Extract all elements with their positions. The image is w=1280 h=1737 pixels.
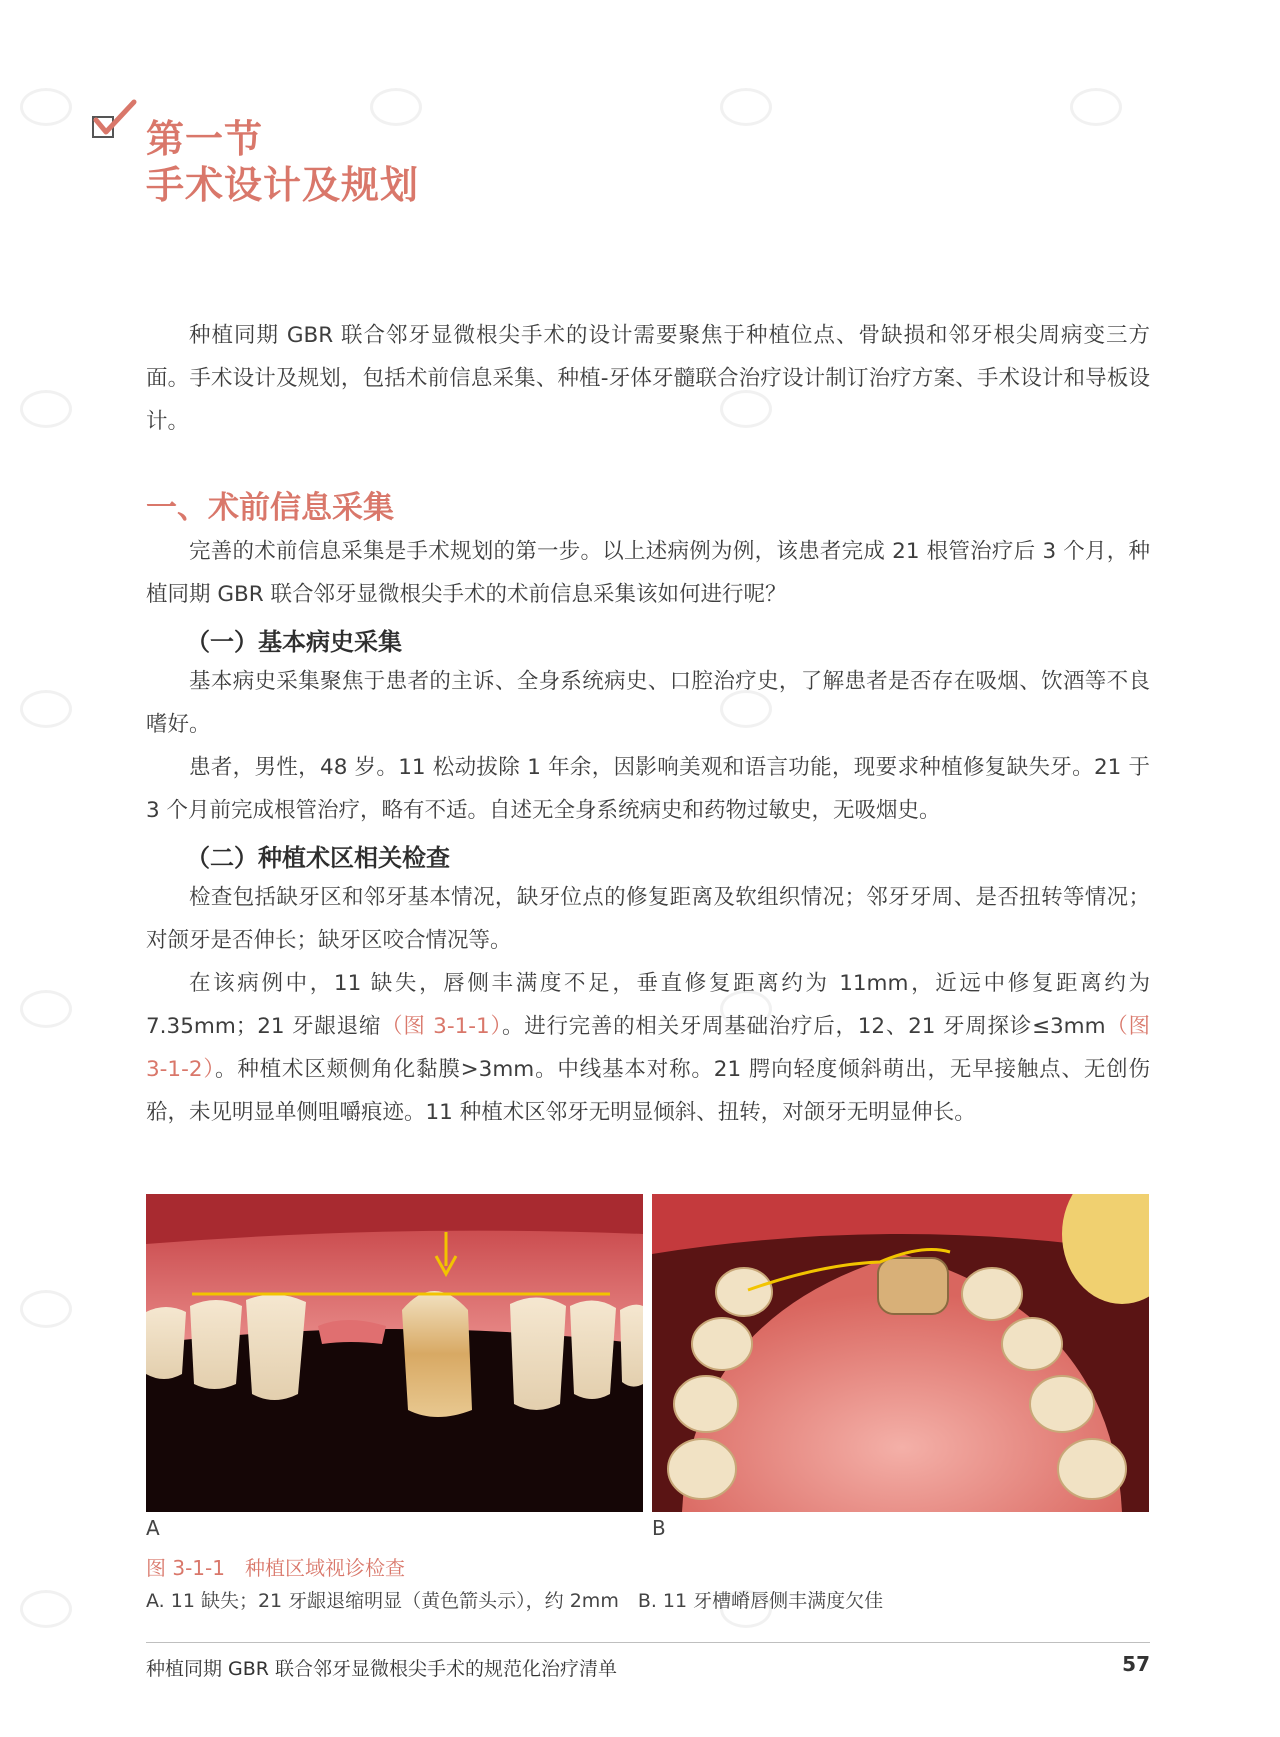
- watermark-logo: [20, 690, 72, 728]
- watermark-logo: [1070, 88, 1122, 126]
- figure-photo-b: [652, 1194, 1149, 1512]
- case-text-2: 。进行完善的相关牙周基础治疗后，12、21 牙周探诊≤3mm: [501, 1014, 1106, 1039]
- figure-ref-1[interactable]: （图 3-1-1）: [381, 1014, 502, 1039]
- intro-paragraph: 种植同期 GBR 联合邻牙显微根尖手术的设计需要聚焦于种植位点、骨缺损和邻牙根尖周病变三方面。手术设计及规划，包括术前信息采集、种植-牙体牙髓联合治疗设计制订治疗方案、手术设计和导板设计。: [146, 323, 1150, 434]
- frontal-teeth-image: [146, 1194, 643, 1512]
- occlusal-teeth-image: [652, 1194, 1149, 1512]
- figure-ref-2[interactable]: （图 3-1-2）: [146, 1014, 1151, 1082]
- watermark-logo: [20, 1290, 72, 1328]
- figure-caption-title: 图 3-1-1 种植区域视诊检查: [146, 1556, 405, 1580]
- watermark-logo: [20, 1590, 72, 1628]
- paragraph-case: [146, 962, 1150, 1134]
- section-title: 手术设计及规划: [146, 163, 420, 207]
- heading-preop-info: 一、术前信息采集: [146, 490, 394, 526]
- panel-label-b: B: [652, 1516, 666, 1540]
- watermark-logo: [720, 88, 772, 126]
- figure-photo-a: [146, 1194, 643, 1512]
- watermark-logo: [20, 88, 72, 126]
- page-number: 57: [1122, 1652, 1150, 1676]
- subheading-exam: （二）种植术区相关检查: [186, 844, 450, 872]
- case-text-3: 。种植术区颊侧角化黏膜>3mm。中线基本对称。21 腭向轻度倾斜萌出，无早接触点、无创伤𬌗，未见明显单侧咀嚼痕迹。11 种植术区邻牙无明显倾斜、扭转，对颌牙无明显伸长。: [146, 1057, 1150, 1125]
- checkmark-icon: [90, 98, 138, 140]
- watermark-logo: [20, 990, 72, 1028]
- watermark-logo: [20, 390, 72, 428]
- case-text-1: 在该病例中，11 缺失，唇侧丰满度不足，垂直修复距离约为 11mm，近远中修复距离约为 7.35mm；21 牙龈退缩: [146, 971, 1150, 1039]
- subheading-history: （一）基本病史采集: [186, 628, 402, 656]
- watermark-logo: [370, 88, 422, 126]
- panel-label-a: A: [146, 1516, 160, 1540]
- figure-caption-desc: A. 11 缺失；21 牙龈退缩明显（黄色箭头示），约 2mm B. 11 牙槽嵴唇侧丰满度欠佳: [146, 1590, 884, 1612]
- footer-divider: [146, 1642, 1150, 1643]
- paragraph-preop: 完善的术前信息采集是手术规划的第一步。以上述病例为例，该患者完成 21 根管治疗后 3 个月，种植同期 GBR 联合邻牙显微根尖手术的术前信息采集该如何进行呢？: [146, 539, 1150, 607]
- paragraph-exam: 检查包括缺牙区和邻牙基本情况，缺牙位点的修复距离及软组织情况；邻牙牙周、是否扭转等情况；对颌牙是否伸长；缺牙区咬合情况等。: [146, 885, 1150, 953]
- footer-book-title: 种植同期 GBR 联合邻牙显微根尖手术的规范化治疗清单: [146, 1658, 618, 1680]
- paragraph-history: 基本病史采集聚焦于患者的主诉、全身系统病史、口腔治疗史，了解患者是否存在吸烟、饮酒等不良嗜好。: [146, 669, 1150, 737]
- section-number: 第一节: [146, 117, 264, 161]
- paragraph-patient: 患者，男性，48 岁。11 松动拔除 1 年余，因影响美观和语言功能，现要求种植修复缺失牙。21 于 3 个月前完成根管治疗，略有不适。自述无全身系统病史和药物过敏史，无吸烟史。: [146, 755, 1150, 823]
